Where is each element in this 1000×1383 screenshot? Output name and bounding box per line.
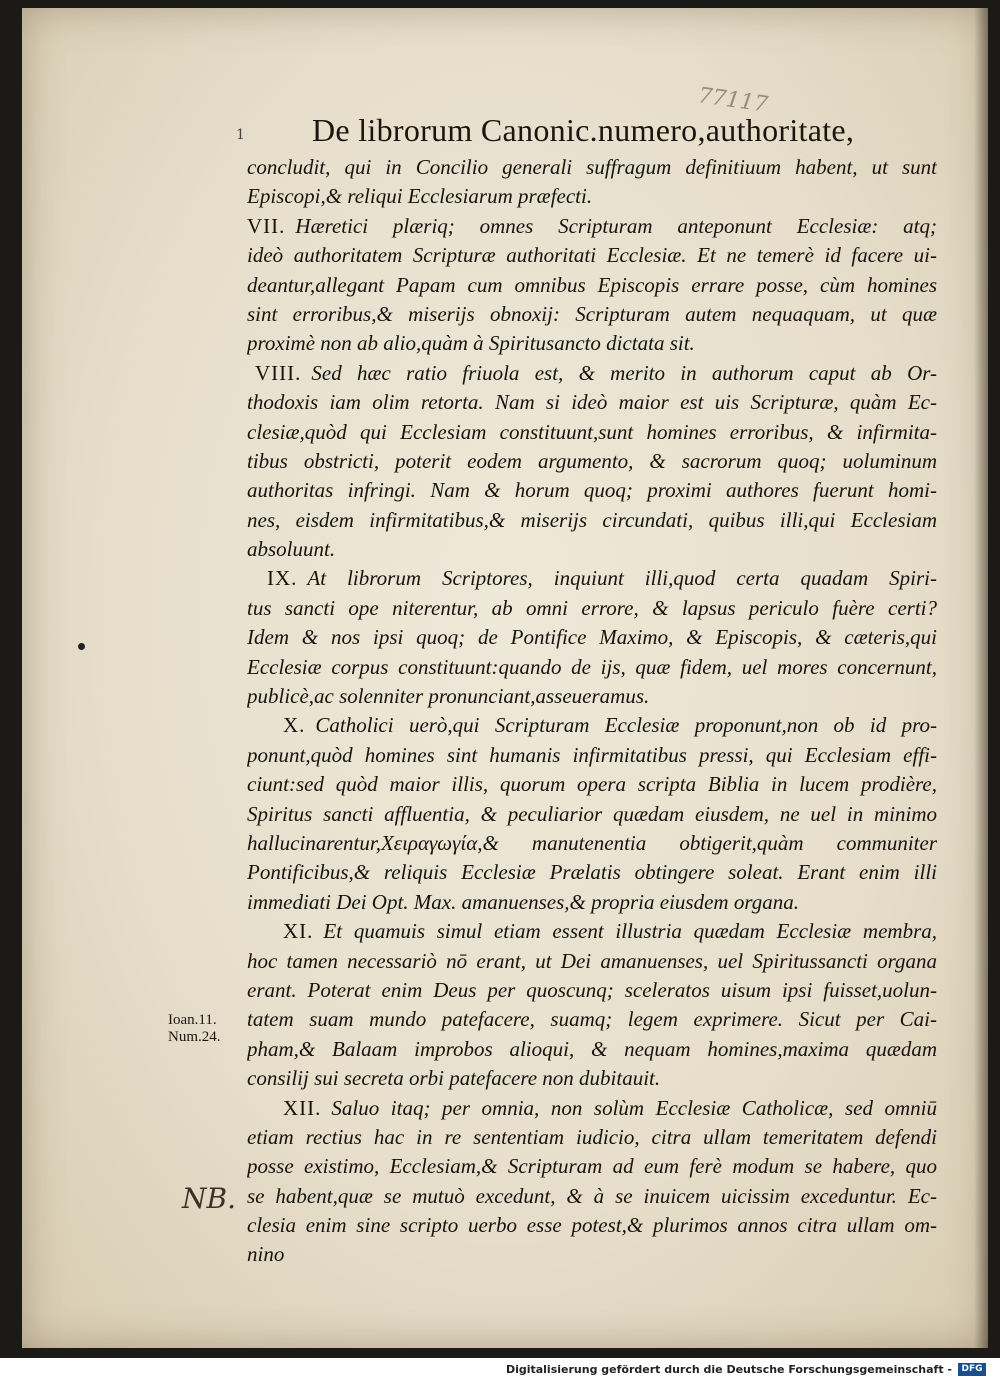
line-text: hallucinarentur,Χειραγωγία,& manutenentia obtigerit,quàm communiter (247, 830, 937, 855)
footer-credit: Digitalisierung gefördert durch die Deutsche Forschungsgemeinschaft - (505, 1363, 952, 1376)
line-text: Hæretici plæriq; omnes Scripturam anteponunt Ecclesiæ: atq; (295, 213, 937, 238)
margin-citation (168, 1012, 221, 1046)
text-line (247, 653, 937, 682)
line-text: Ecclesiæ corpus constituunt:quando de ijs, quæ fidem, uel mores concernunt, (247, 654, 937, 679)
section-number: XII. (283, 1095, 322, 1120)
text-line (247, 506, 937, 535)
text-line (247, 623, 937, 652)
section-number: X. (283, 713, 306, 738)
line-text: Catholici uerò,qui Scripturam Ecclesiæ proponunt,non ob id pro- (315, 713, 937, 738)
running-header: De librorum Canonic.numero,authoritate, (312, 112, 855, 148)
text-line (247, 594, 937, 623)
line-text: nino (247, 1242, 285, 1267)
section-number: XI. (283, 919, 314, 944)
line-text: hoc tamen necessariò nō erant, ut Dei amanuenses, uel Spiritussancti organa (247, 948, 937, 973)
text-line (247, 1123, 937, 1152)
text-line (247, 976, 937, 1005)
text-line (247, 1182, 937, 1211)
text-line (247, 271, 937, 300)
text-line (247, 682, 937, 711)
text-line (247, 388, 937, 417)
line-text: sint erroribus,& miserijs obnoxij: Scripturam autem nequaquam, ut quæ (247, 301, 937, 326)
text-line (247, 1152, 937, 1181)
text-line (247, 418, 937, 447)
text-line (247, 359, 937, 388)
text-line (247, 917, 937, 946)
line-text: ciunt:sed quòd maior illis, quorum opera scripta Biblia in lucem prodière, (247, 772, 937, 797)
margin-citation-john: Ioan.11. (168, 1012, 217, 1028)
text-line (247, 1035, 937, 1064)
line-text: etiam rectius hac in re sententiam iudicio, citra ullam temeritatem defendi (247, 1124, 937, 1149)
footer-bar (0, 1358, 1000, 1383)
line-text: At librorum Scriptores, inquiunt illi,quod certa quadam Spiri- (307, 566, 937, 591)
text-line (247, 947, 937, 976)
page-mark: 1 (236, 127, 245, 143)
text-line (247, 300, 937, 329)
text-line (247, 770, 937, 799)
line-text: immediati Dei Opt. Max. amanuenses,& propria eiusdem organa. (247, 889, 799, 914)
margin-citation-numbers: Num.24. (168, 1029, 221, 1045)
text-line (247, 800, 937, 829)
text-line (247, 711, 937, 740)
text-line (247, 1240, 937, 1269)
line-text: erant. Poterat enim Deus per quoscunq; sceleratos uisum ipsi fuisset,uolun- (247, 977, 937, 1002)
text-line (247, 535, 937, 564)
text-line (247, 1211, 937, 1240)
text-line (247, 1064, 937, 1093)
text-line (247, 329, 937, 358)
line-text: Pontificibus,& reliquis Ecclesiæ Prælatis obtingere soleat. Erant enim illi (247, 860, 937, 885)
line-text: ponunt,quòd homines sint humanis infirmitatibus pressi, qui Ecclesiam effi- (247, 742, 937, 767)
line-text: pham,& Balaam improbos alioqui, & nequam homines,maxima quædam (247, 1036, 937, 1061)
manuscript-annotation: 77117 (696, 83, 770, 118)
text-line (247, 241, 937, 270)
line-text: authoritas infringi. Nam & horum quoq; proximi authores fuerunt homi- (247, 478, 937, 503)
text-line (247, 564, 937, 593)
line-text: publicè,ac solenniter pronunciant,asseueramus. (247, 684, 650, 709)
line-text: ideò authoritatem Scripturæ authoritati Ecclesiæ. Et ne temerè id facere ui- (247, 243, 937, 268)
dfg-logo: DFG (958, 1363, 986, 1376)
line-text: Spiritus sancti affluentia, & peculiarior quædam eiusdem, ne uel in minimo (247, 801, 937, 826)
text-line (247, 1005, 937, 1034)
line-text: deantur,allegant Papam cum omnibus Episcopis errare posse, cùm homines (247, 272, 937, 297)
text-line (247, 153, 937, 182)
section-number: IX. (267, 566, 298, 591)
page-gutter-shadow (974, 8, 988, 1348)
body-text (247, 153, 937, 1270)
ink-speck (78, 643, 85, 650)
text-line (247, 741, 937, 770)
line-text: proximè non ab alio,quàm à Spiritusancto dictata sit. (247, 331, 695, 356)
line-text: Et quamuis simul etiam essent illustria quædam Ecclesiæ membra, (323, 919, 937, 944)
line-text: clesiæ,quòd qui Ecclesiam constituunt,sunt homines erroribus, & infirmita- (247, 419, 937, 444)
section-number: VII. (247, 213, 286, 238)
line-text: nes, eisdem infirmitatibus,& miserijs circundati, quibus illi,qui Ecclesiam (247, 507, 937, 532)
text-line (247, 447, 937, 476)
nota-bene-mark: NB. (182, 1182, 236, 1215)
text-line (247, 212, 937, 241)
line-text: Sed hæc ratio friuola est, & merito in authorum caput ab Or- (311, 360, 937, 385)
line-text: tatem suam mundo patefacere, suamq; legem exprimere. Sicut per Cai- (247, 1007, 937, 1032)
text-line (247, 476, 937, 505)
text-line (247, 182, 937, 211)
text-line (247, 888, 937, 917)
section-number: VIII. (255, 360, 302, 385)
line-text: posse existimo, Ecclesiam,& Scripturam ad eum ferè modum se habere, quo (247, 1154, 937, 1179)
line-text: consilij sui secreta orbi patefacere non dubitauit. (247, 1066, 661, 1091)
line-text: Saluo itaq; per omnia, non solùm Ecclesiæ Catholicæ, sed omniū (331, 1095, 937, 1120)
text-line (247, 829, 937, 858)
line-text: clesia enim sine scripto uerbo esse potest,& plurimos annos citra ullam om- (247, 1213, 937, 1238)
line-text: concludit, qui in Concilio generali suffragum definitiuum habent, ut sunt (247, 155, 937, 179)
line-text: thodoxis iam olim retorta. Nam si ideò maior est uis Scripturæ, quàm Ec- (247, 390, 937, 415)
line-text: se habent,quæ se mutuò excedunt, & à se inuicem uicissim exceduntur. Ec- (247, 1183, 937, 1208)
text-line (247, 858, 937, 887)
line-text: Episcopi,& reliqui Ecclesiarum præfecti. (247, 184, 593, 209)
line-text: tibus obstricti, poterit eodem argumento, & sacrorum quoq; uoluminum (247, 448, 937, 473)
line-text: Idem & nos ipsi quoq; de Pontifice Maximo, & Episcopis, & cæteris,qui (247, 625, 937, 650)
line-text: tus sancti ope niterentur, ab omni errore, & lapsus periculo fuère certi? (247, 595, 937, 620)
line-text: absoluunt. (247, 537, 336, 562)
text-line (247, 1094, 937, 1123)
